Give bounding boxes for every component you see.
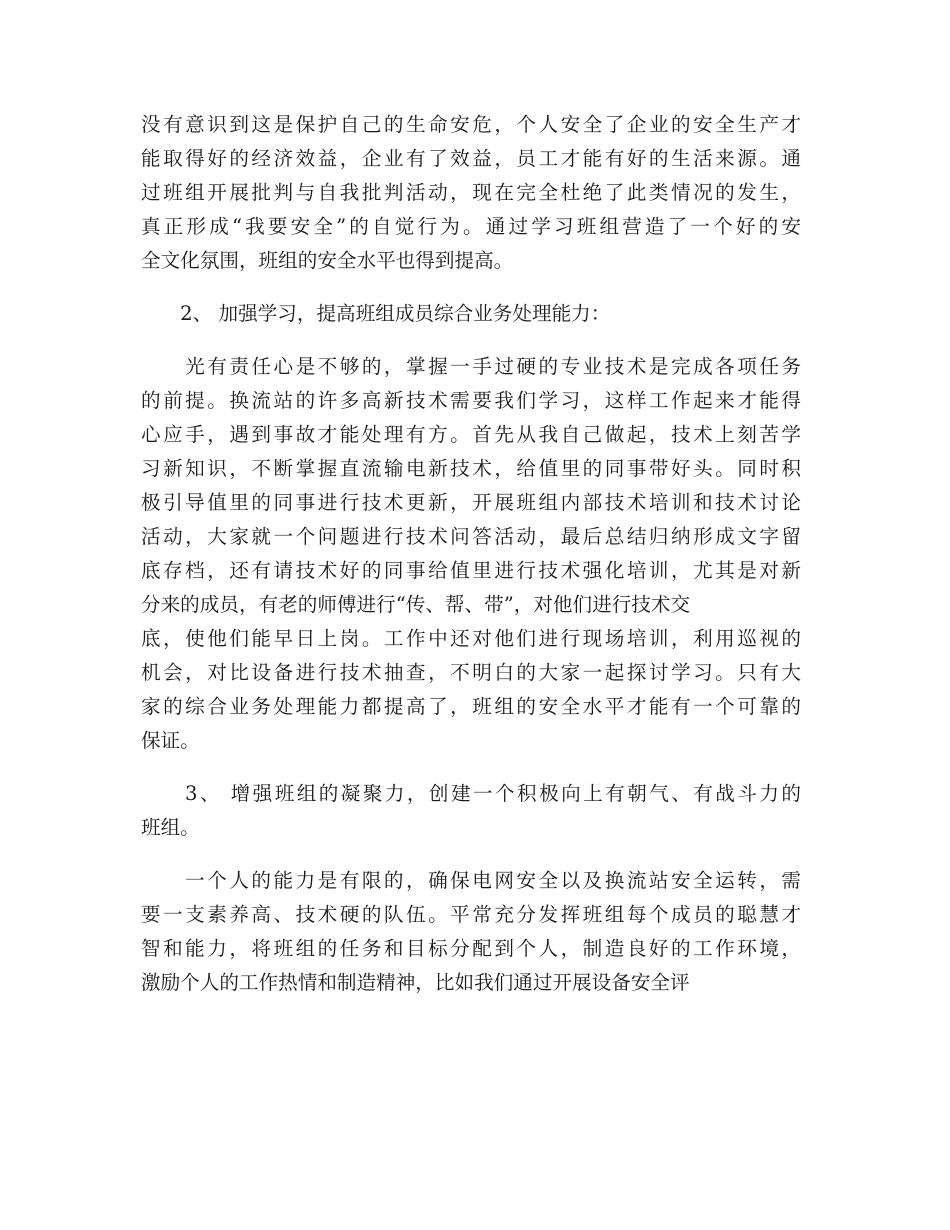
text-line: 底存档，还有请技术好的同事给值里进行技术强化培训，尤其是对新	[141, 559, 801, 582]
text-line: 的前提。换流站的许多高新技术需要我们学习，这样工作起来才能得	[141, 389, 801, 412]
text-line: 活动，大家就一个问题进行技术问答活动，最后总结归纳形成文字留	[141, 525, 801, 548]
section-heading-3	[141, 777, 801, 845]
document-body	[141, 108, 801, 1000]
heading-line: 班组。	[141, 816, 200, 839]
text-line: 保证。	[141, 729, 200, 752]
text-line: 机会，对比设备进行技术抽查，不明白的大家一起探讨学习。只有大	[141, 661, 801, 684]
text-line: 没有意识到这是保护自己的生命安危，个人安全了企业的安全生产才	[141, 113, 801, 136]
paragraph-1	[141, 108, 801, 278]
text-line: 要一支素养高、技术硬的队伍。平常充分发挥班组每个成员的聪慧才	[141, 903, 801, 926]
heading-line: 3、 增强班组的凝聚力，创建一个积极向上有朝气、有战斗力的	[141, 782, 801, 805]
text-line: 真正形成“我要安全”的自觉行为。通过学习班组营造了一个好的安	[141, 215, 801, 238]
text-line: 分来的成员，有老的师傅进行“传、帮、带”，对他们进行技术交	[141, 593, 691, 616]
text-line: 能取得好的经济效益，企业有了效益，员工才能有好的生活来源。通	[141, 147, 801, 170]
paragraph-2	[141, 350, 801, 758]
text-line: 一个人的能力是有限的，确保电网安全以及换流站安全运转，需	[141, 869, 801, 892]
text-line: 智和能力，将班组的任务和目标分配到个人，制造良好的工作环境，	[141, 937, 801, 960]
heading-line: 2、 加强学习，提高班组成员综合业务处理能力：	[141, 302, 611, 325]
text-line: 底，使他们能早日上岗。工作中还对他们进行现场培训，利用巡视的	[141, 627, 801, 650]
text-line: 极引导值里的同事进行技术更新，开展班组内部技术培训和技术讨论	[141, 491, 801, 514]
text-line: 过班组开展批判与自我批判活动，现在完全杜绝了此类情况的发生，	[141, 181, 801, 204]
text-line: 家的综合业务处理能力都提高了，班组的安全水平才能有一个可靠的	[141, 695, 801, 718]
section-heading-2	[141, 297, 801, 331]
text-line: 全文化氛围，班组的安全水平也得到提高。	[141, 249, 514, 272]
paragraph-3	[141, 864, 801, 1000]
text-line: 光有责任心是不够的，掌握一手过硬的专业技术是完成各项任务	[141, 355, 801, 378]
text-line: 习新知识，不断掌握直流输电新技术，给值里的同事带好头。同时积	[141, 457, 801, 480]
text-line: 激励个人的工作热情和制造精神，比如我们通过开展设备安全评	[141, 971, 690, 994]
text-line: 心应手，遇到事故才能处理有方。首先从我自己做起，技术上刻苦学	[141, 423, 801, 446]
